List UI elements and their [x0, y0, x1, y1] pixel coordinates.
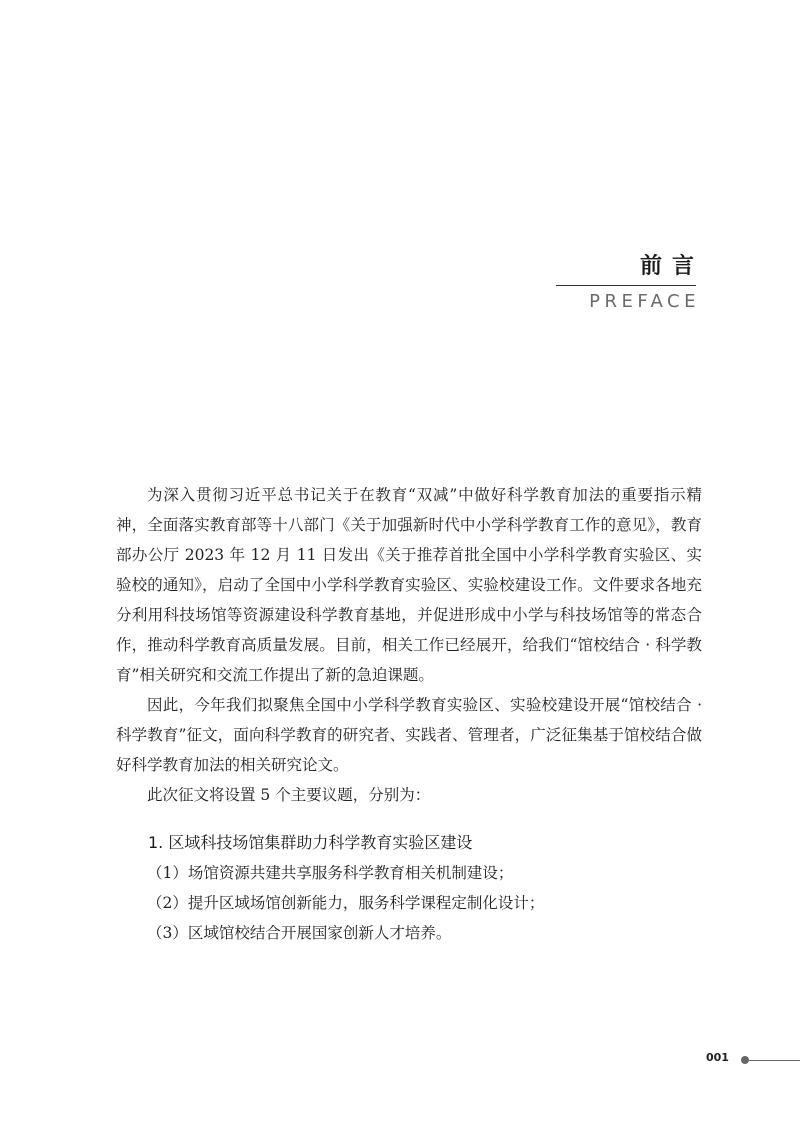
- page-title: 前言: [639, 254, 704, 279]
- list-item: （1）场馆资源共建共享服务科学教育相关机制建设；: [147, 864, 514, 882]
- list-item: （3）区域馆校结合开展国家创新人才培养。: [147, 924, 452, 942]
- page-marker-dot: [741, 1056, 749, 1064]
- title-divider: [556, 285, 696, 286]
- section-heading: 1. 区域科技场馆集群助力科学教育实验区建设: [148, 833, 473, 852]
- paragraph-2: 因此，今年我们拟聚焦全国中小学科学教育实验区、实验校建设开展“馆校结合 · 科学教育”征文，面向科学教育的研究者、实践者、管理者，广泛征集基于馆校结合做好科学教育加法的相关研究论文。: [116, 696, 702, 774]
- page-number: 001: [706, 1051, 729, 1064]
- page-subtitle: PREFACE: [589, 291, 700, 312]
- list-item: （2）提升区域场馆创新能力，服务科学课程定制化设计；: [147, 894, 545, 912]
- body-text: [116, 480, 702, 948]
- preface-header: [556, 253, 704, 313]
- paragraph-3: 此次征文将设置 5 个主要议题，分别为：: [147, 786, 431, 804]
- page-marker-line: [749, 1060, 800, 1061]
- paragraph-1: 为深入贯彻习近平总书记关于在教育“双减”中做好科学教育加法的重要指示精神，全面落实教育部等十八部门《关于加强新时代中小学科学教育工作的意见》，教育部办公厅 2023 年 12 月 11 日发出《关于推荐首批全国中小学科学教育实验区、实验校的通知》，启动了全国中小学科学教育实验区、实验校建设工作。文件要求各地充分利用科技场馆等资源建设科学教育基地，并促进形成中小学与科技场馆等的常态合作，推动科学教育高质量发展。目前，相关工作已经展开，给我们“馆校结合 · 科学教育”相关研究和交流工作提出了新的急迫课题。: [116, 486, 702, 684]
- page-footer: [706, 1050, 800, 1070]
